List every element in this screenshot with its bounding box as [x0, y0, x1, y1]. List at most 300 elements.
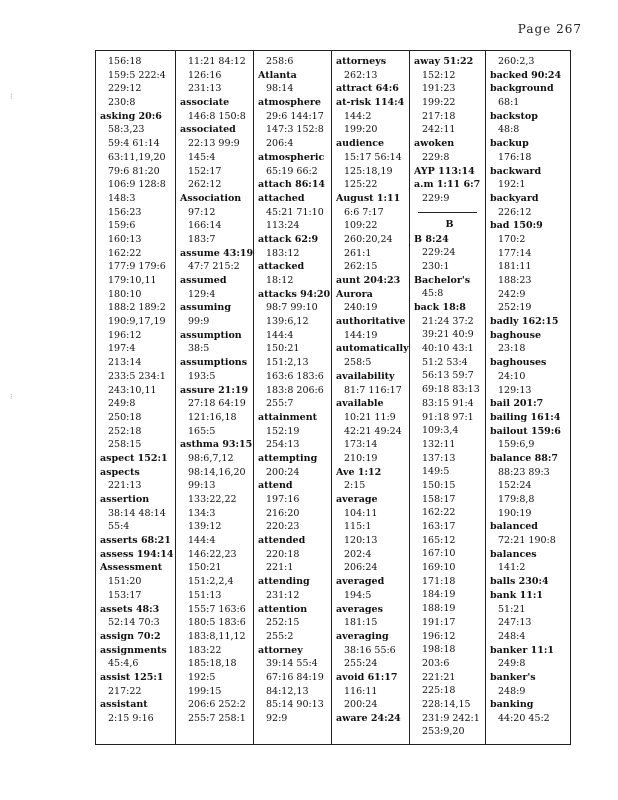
index-entry-refs: 188:23 — [498, 275, 532, 286]
index-entry-term: assess 194:14 — [100, 548, 174, 560]
index-entry-refs: 163:6 183:6 — [266, 370, 324, 382]
index-entry-refs: 250:18 — [108, 411, 142, 423]
index-entry-term: backward — [490, 165, 542, 177]
index-entry-refs: 242:11 — [422, 124, 456, 136]
index-entry-refs: 226:12 — [498, 206, 532, 218]
index-entry-term: Association — [180, 192, 242, 204]
index-entry-term: associate — [180, 97, 230, 109]
index-entry-refs: 248:9 — [498, 685, 526, 697]
index-entry-refs: 125:18,19 — [344, 165, 393, 177]
index-entry-term: attach 86:14 — [258, 179, 326, 191]
index-entry-refs: 199:22 — [422, 97, 456, 109]
index-entry-refs: 242:9 — [498, 288, 526, 300]
index-entry-refs: 160:13 — [108, 233, 142, 245]
index-entry-refs: 255:7 258:1 — [188, 713, 246, 724]
index-entry-refs: 39:14 55:4 — [266, 658, 318, 670]
index-entry-refs: 231:9 242:1 — [422, 712, 480, 724]
index-entry-term: attend — [258, 480, 293, 492]
index-entry-refs: 181:11 — [498, 261, 532, 273]
index-entry-refs: 165:12 — [422, 534, 456, 546]
index-entry-term: automatically — [336, 343, 409, 355]
index-entry-refs: 146:22,23 — [188, 548, 237, 560]
index-entry-refs: 149:5 — [422, 466, 450, 478]
index-entry-refs: 230:1 — [422, 260, 450, 272]
index-entry-term: attended — [258, 535, 306, 547]
index-entry-refs: 150:21 — [266, 343, 300, 355]
index-entry-term: backyard — [490, 192, 539, 204]
index-entry-refs: 190:19 — [498, 507, 532, 519]
index-entry-refs: 180:5 183:6 — [188, 617, 246, 629]
index-entry-refs: 229:12 — [108, 83, 142, 95]
index-entry-refs: 98:6,7,12 — [188, 452, 234, 464]
index-entry-term: aware 24:24 — [336, 713, 401, 724]
index-entry-refs: 125:22 — [344, 179, 378, 191]
index-entry-term: attention — [258, 603, 308, 615]
index-entry-term: assuming — [180, 302, 231, 314]
index-entry-refs: 40:10 43:1 — [422, 343, 474, 355]
index-entry-refs: 181:15 — [344, 617, 378, 629]
index-entry-refs: 197:16 — [266, 494, 300, 505]
index-entry-refs: 92:9 — [266, 713, 288, 724]
index-column-5 — [410, 51, 486, 744]
index-entry-refs: 220:18 — [266, 548, 300, 560]
index-entry-refs: 151:2,2,4 — [188, 576, 234, 588]
index-entry-term: a.m 1:11 6:7 — [414, 179, 481, 191]
index-entry-term: attack 62:9 — [258, 233, 319, 245]
index-entry-refs: 213:14 — [108, 357, 142, 369]
index-entry-refs: 261:1 — [344, 247, 372, 259]
index-entry-refs: 83:15 91:4 — [422, 397, 474, 409]
index-entry-refs: 6:6 7:17 — [344, 206, 384, 218]
index-entry-refs: 171:18 — [422, 575, 456, 587]
index-entry-refs: 21:24 37:2 — [422, 315, 474, 327]
index-entry-refs: 27:18 64:19 — [188, 398, 246, 410]
index-entry-refs: 198:18 — [422, 644, 456, 656]
index-entry-refs: 145:4 — [188, 151, 216, 163]
index-entry-refs: 144:4 — [188, 535, 216, 547]
index-entry-refs: 260:2,3 — [498, 56, 535, 67]
index-entry-refs: 159:5 222:4 — [108, 69, 166, 81]
index-entry-refs: 144:4 — [266, 329, 294, 341]
index-entry-term: Aurora — [336, 288, 373, 300]
index-entry-refs: 217:18 — [422, 110, 456, 122]
index-entry-refs: 194:5 — [344, 589, 372, 601]
index-entry-refs: 258:5 — [344, 357, 372, 369]
index-entry-refs: 121:16,18 — [188, 411, 237, 423]
index-entry-refs: 200:24 — [266, 466, 300, 478]
index-entry-refs: 133:22,22 — [188, 494, 237, 505]
index-entry-refs: 84:12,13 — [266, 685, 309, 697]
index-entry-term: attached — [258, 192, 305, 204]
letter-section-header — [414, 206, 485, 233]
index-entry-refs: 165:5 — [188, 425, 216, 437]
index-entry-term: Bachelor's — [414, 274, 471, 286]
index-entry-term: balanced — [490, 521, 538, 533]
index-entry-term: bailing 161:4 — [490, 411, 561, 423]
index-entry-refs: 51:21 — [498, 603, 526, 615]
index-entry-refs: 18:12 — [266, 275, 294, 286]
index-entry-term: bail 201:7 — [490, 398, 544, 410]
index-entry-refs: 159:6,9 — [498, 439, 535, 451]
index-entry-refs: 10:21 11:9 — [344, 411, 396, 423]
index-entry-refs: 158:17 — [422, 493, 456, 505]
index-entry-refs: 155:7 163:6 — [188, 603, 246, 615]
index-entry-term: at-risk 114:4 — [336, 97, 405, 109]
index-entry-refs: 58:3,23 — [108, 124, 145, 136]
index-entry-refs: 185:18,18 — [188, 658, 237, 670]
index-entry-refs: 188:19 — [422, 603, 456, 615]
index-entry-refs: 150:15 — [422, 479, 456, 491]
index-entry-refs: 88:23 89:3 — [498, 466, 550, 478]
index-entry-refs: 249:8 — [498, 658, 526, 670]
index-entry-refs: 146:8 150:8 — [188, 110, 246, 122]
index-entry-refs: 179:8,8 — [498, 494, 535, 505]
index-entry-refs: 258:6 — [266, 56, 294, 67]
index-entry-term: available — [336, 398, 384, 410]
index-entry-term: assumptions — [180, 357, 248, 369]
index-entry-refs: 225:18 — [422, 685, 456, 697]
index-column-2 — [176, 51, 254, 744]
index-entry-refs: 167:10 — [422, 548, 456, 560]
index-entry-refs: 63:11,19,20 — [108, 151, 166, 163]
index-entry-refs: 147:3 152:8 — [266, 124, 324, 136]
index-entry-refs: 151:20 — [108, 576, 142, 588]
index-entry-term: attacks 94:20 — [258, 288, 331, 300]
index-entry-refs: 2:15 — [344, 480, 366, 492]
index-entry-refs: 56:13 59:7 — [422, 370, 474, 382]
index-entry-refs: 240:19 — [344, 302, 378, 314]
index-entry-term: balls 230:4 — [490, 576, 549, 588]
index-entry-refs: 262:13 — [344, 69, 378, 81]
index-entry-term: averaged — [336, 576, 385, 588]
index-entry-term: August 1:11 — [336, 192, 401, 204]
index-entry-term: aspect 152:1 — [100, 452, 168, 464]
index-entry-refs: 231:12 — [266, 589, 300, 601]
section-letter: B — [445, 218, 454, 230]
index-entry-term: attending — [258, 576, 310, 588]
index-entry-refs: 38:16 55:6 — [344, 644, 396, 656]
index-entry-refs: 249:8 — [108, 398, 136, 410]
index-entry-refs: 55:4 — [108, 521, 130, 533]
index-entry-refs: 163:17 — [422, 521, 456, 532]
index-entry-refs: 255:7 — [266, 398, 294, 410]
index-entry-term: attainment — [258, 411, 317, 423]
index-entry-refs: 126:16 — [188, 69, 222, 81]
index-entry-refs: 144:2 — [344, 110, 372, 122]
index-entry-refs: 137:13 — [422, 452, 456, 464]
index-entry-refs: 45:4,6 — [108, 658, 139, 670]
index-entry-refs: 192:1 — [498, 179, 526, 191]
index-entry-term: attorneys — [336, 56, 387, 67]
index-entry-term: back 18:8 — [414, 302, 466, 313]
index-entry-term: backed 90:24 — [490, 69, 562, 81]
index-entry-refs: 91:18 97:1 — [422, 411, 474, 423]
index-entry-term: assertion — [100, 494, 150, 505]
index-entry-refs: 221:21 — [422, 671, 456, 683]
index-entry-refs: 191:23 — [422, 83, 456, 95]
index-entry-term: attract 64:6 — [336, 83, 399, 95]
index-entry-term: away 51:22 — [414, 56, 474, 67]
index-entry-refs: 45:8 — [422, 288, 444, 300]
index-entry-refs: 44:20 45:2 — [498, 713, 550, 724]
index-entry-refs: 192:5 — [188, 671, 216, 683]
index-entry-term: averaging — [336, 630, 389, 642]
index-entry-term: atmospheric — [258, 151, 325, 163]
index-entry-refs: 68:1 — [498, 97, 520, 109]
index-entry-refs: 152:19 — [266, 425, 300, 437]
index-entry-refs: 98:14 — [266, 83, 294, 95]
index-entry-refs: 98:14,16,20 — [188, 466, 246, 478]
index-entry-refs: 255:24 — [344, 658, 378, 670]
index-entry-term: attacked — [258, 261, 305, 273]
index-entry-refs: 202:4 — [344, 548, 372, 560]
index-entry-refs: 206:6 252:2 — [188, 699, 246, 711]
index-entry-refs: 11:21 84:12 — [188, 56, 246, 67]
index-entry-refs: 231:13 — [188, 83, 222, 95]
index-entry-refs: 162:22 — [422, 507, 456, 519]
index-entry-refs: 230:8 — [108, 97, 136, 109]
index-entry-refs: 150:21 — [188, 562, 222, 574]
index-entry-refs: 183:12 — [266, 247, 300, 259]
index-column-1 — [96, 51, 176, 744]
index-entry-refs: 151:2,13 — [266, 357, 309, 369]
index-entry-refs: 254:13 — [266, 439, 300, 451]
index-entry-refs: 22:13 99:9 — [188, 138, 240, 150]
index-entry-refs: 152:12 — [422, 69, 456, 81]
index-entry-term: balances — [490, 548, 537, 560]
index-entry-refs: 176:18 — [498, 151, 532, 163]
index-entry-refs: 252:15 — [266, 617, 300, 629]
index-entry-refs: 216:20 — [266, 507, 300, 519]
index-entry-refs: 109:3,4 — [422, 425, 459, 437]
index-entry-term: Ave 1:12 — [336, 466, 382, 478]
index-entry-refs: 229:24 — [422, 247, 456, 259]
index-entry-term: baghouses — [490, 357, 547, 369]
index-entry-term: banking — [490, 699, 534, 711]
index-entry-refs: 221:1 — [266, 562, 294, 574]
index-entry-term: background — [490, 83, 554, 95]
index-entry-refs: 177:14 — [498, 247, 532, 259]
index-entry-refs: 38:5 — [188, 343, 210, 355]
index-entry-refs: 196:12 — [108, 329, 142, 341]
index-entry-refs: 255:2 — [266, 630, 294, 642]
index-entry-refs: 42:21 49:24 — [344, 425, 402, 437]
index-entry-refs: 29:6 144:17 — [266, 110, 324, 122]
index-entry-refs: 52:14 70:3 — [108, 617, 160, 629]
index-entry-refs: 180:10 — [108, 288, 142, 300]
index-entry-refs: 166:14 — [188, 220, 222, 232]
index-entry-refs: 72:21 190:8 — [498, 535, 556, 547]
index-entry-refs: 139:12 — [188, 521, 222, 533]
index-entry-refs: 203:6 — [422, 657, 450, 669]
index-entry-refs: 162:22 — [108, 247, 142, 259]
index-entry-refs: 45:21 71:10 — [266, 206, 324, 218]
index-entry-refs: 69:18 83:13 — [422, 384, 480, 396]
index-entry-refs: 177:9 179:6 — [108, 261, 166, 273]
index-entry-refs: 38:14 48:14 — [108, 507, 166, 519]
index-entry-refs: 260:20,24 — [344, 233, 393, 245]
index-entry-term: backstop — [490, 110, 538, 122]
index-entry-refs: 253:9,20 — [422, 726, 465, 738]
index-entry-refs: 23:18 — [498, 343, 526, 355]
index-entry-term: average — [336, 494, 378, 505]
index-entry-refs: 134:3 — [188, 507, 216, 519]
index-entry-refs: 115:1 — [344, 521, 372, 533]
index-entry-refs: 199:15 — [188, 685, 222, 697]
index-entry-refs: 199:20 — [344, 124, 378, 136]
index-entry-refs: 148:3 — [108, 192, 136, 204]
index-entry-term: banker 11:1 — [490, 644, 554, 656]
index-entry-refs: 248:4 — [498, 630, 526, 642]
index-entry-term: averages — [336, 603, 383, 615]
index-entry-term: atmosphere — [258, 97, 321, 109]
index-entry-refs: 51:2 53:4 — [422, 356, 468, 368]
index-entry-refs: 99:13 — [188, 480, 216, 492]
index-entry-term: attorney — [258, 644, 303, 656]
index-entry-term: assignments — [100, 644, 167, 656]
index-entry-refs: 152:17 — [188, 165, 222, 177]
index-entry-refs: 191:17 — [422, 616, 456, 628]
index-entry-refs: 109:22 — [344, 220, 378, 232]
index-entry-refs: 197:4 — [108, 343, 136, 355]
index-entry-refs: 196:12 — [422, 630, 456, 642]
index-entry-term: assets 48:3 — [100, 603, 160, 615]
index-entry-refs: 113:24 — [266, 220, 300, 232]
index-entry-refs: 206:4 — [266, 138, 294, 150]
index-entry-refs: 129:4 — [188, 288, 216, 300]
index-entry-term: asserts 68:21 — [100, 535, 171, 547]
index-entry-refs: 116:11 — [344, 685, 378, 697]
index-entry-term: assistant — [100, 699, 148, 711]
index-entry-term: baghouse — [490, 329, 541, 341]
index-column-6 — [486, 51, 572, 744]
index-entry-term: assist 125:1 — [100, 671, 164, 683]
index-entry-refs: 139:6,12 — [266, 316, 309, 328]
index-entry-term: Assessment — [100, 562, 163, 574]
index-entry-refs: 48:8 — [498, 124, 520, 136]
index-entry-refs: 99:9 — [188, 316, 210, 328]
index-entry-term: balance 88:7 — [490, 452, 558, 464]
index-entry-term: avoid 61:17 — [336, 671, 398, 683]
index-entry-refs: 200:24 — [344, 699, 378, 711]
index-column-3 — [254, 51, 332, 744]
index-entry-refs: 217:22 — [108, 685, 142, 697]
index-entry-refs: 67:16 84:19 — [266, 671, 324, 683]
index-entry-refs: 183:8 206:6 — [266, 384, 324, 396]
index-entry-refs: 258:15 — [108, 439, 142, 451]
index-entry-refs: 183:8,11,12 — [188, 630, 246, 642]
index-entry-refs: 262:12 — [188, 179, 222, 191]
index-entry-refs: 190:9,17,19 — [108, 316, 166, 328]
index-entry-refs: 221:13 — [108, 480, 142, 492]
index-entry-refs: 183:7 — [188, 233, 216, 245]
index-entry-refs: 104:11 — [344, 507, 378, 519]
index-entry-refs: 247:13 — [498, 617, 532, 629]
index-entry-term: banker's — [490, 671, 536, 683]
index-entry-refs: 210:19 — [344, 452, 378, 464]
index-entry-refs: 156:18 — [108, 56, 142, 67]
index-entry-term: badly 162:15 — [490, 316, 559, 328]
index-entry-refs: 120:13 — [344, 535, 378, 547]
index-entry-term: bank 11:1 — [490, 589, 543, 601]
index-entry-refs: 179:10,11 — [108, 275, 157, 286]
index-entry-refs: 98:7 99:10 — [266, 302, 318, 314]
index-entry-term: availability — [336, 370, 395, 382]
index-entry-refs: 220:23 — [266, 521, 300, 533]
index-entry-refs: 193:5 — [188, 370, 216, 382]
page-number: Page 267 — [517, 22, 582, 36]
index-entry-term: assure 21:19 — [180, 384, 249, 396]
index-entry-refs: 106:9 128:8 — [108, 179, 166, 191]
index-entry-term: associated — [180, 124, 236, 136]
index-entry-refs: 39:21 40:9 — [422, 329, 474, 341]
index-entry-refs: 233:5 234:1 — [108, 370, 166, 382]
index-entry-refs: 24:10 — [498, 370, 526, 382]
index-entry-refs: 262:15 — [344, 261, 378, 273]
index-entry-term: bailout 159:6 — [490, 425, 561, 437]
index-entry-term: backup — [490, 138, 529, 150]
index-entry-refs: 183:22 — [188, 644, 222, 656]
index-entry-term: aspects — [100, 466, 140, 478]
section-rule — [418, 212, 477, 213]
index-entry-term: assumed — [180, 275, 227, 286]
index-entry-refs: 65:19 66:2 — [266, 165, 318, 177]
index-entry-refs: 47:7 215:2 — [188, 261, 240, 273]
index-entry-term: authoritative — [336, 316, 406, 328]
index-entry-refs: 229:9 — [422, 192, 450, 204]
index-table — [95, 50, 571, 745]
index-entry-refs: 152:24 — [498, 480, 532, 492]
index-entry-refs: 129:13 — [498, 384, 532, 396]
index-entry-refs: 173:14 — [344, 439, 378, 451]
index-entry-refs: 228:14,15 — [422, 698, 471, 710]
index-entry-refs: 153:17 — [108, 589, 142, 601]
index-entry-refs: 144:19 — [344, 329, 378, 341]
index-entry-term: bad 150:9 — [490, 220, 543, 232]
index-entry-refs: 132:11 — [422, 438, 456, 450]
index-entry-term: B 8:24 — [414, 233, 449, 245]
index-entry-refs: 169:10 — [422, 562, 456, 574]
index-entry-term: audience — [336, 138, 385, 150]
index-entry-term: assumption — [180, 329, 242, 341]
index-entry-refs: 85:14 90:13 — [266, 699, 324, 711]
index-entry-refs: 243:10,11 — [108, 384, 157, 396]
index-entry-refs: 15:17 56:14 — [344, 151, 402, 163]
index-entry-refs: 229:8 — [422, 151, 450, 163]
index-entry-term: Atlanta — [258, 69, 297, 81]
index-entry-term: asking 20:6 — [100, 110, 162, 122]
index-entry-refs: 2:15 9:16 — [108, 713, 154, 724]
index-entry-term: AYP 113:14 — [414, 165, 475, 177]
index-entry-refs: 206:24 — [344, 562, 378, 574]
index-entry-term: attempting — [258, 452, 318, 464]
index-column-4 — [332, 51, 410, 744]
index-entry-refs: 79:6 81:20 — [108, 165, 160, 177]
index-entry-refs: 252:18 — [108, 425, 142, 437]
index-entry-refs: 59:4 61:14 — [108, 138, 160, 150]
index-entry-refs: 188:2 189:2 — [108, 302, 166, 314]
index-entry-term: assign 70:2 — [100, 630, 161, 642]
scan-mark-1: ⁝ — [10, 92, 13, 101]
index-entry-refs: 170:2 — [498, 233, 526, 245]
index-entry-refs: 97:12 — [188, 206, 216, 218]
index-entry-term: asthma 93:15 — [180, 439, 253, 451]
index-entry-term: aunt 204:23 — [336, 275, 401, 286]
index-entry-refs: 159:6 — [108, 220, 136, 232]
index-entry-refs: 184:19 — [422, 589, 456, 601]
index-entry-refs: 156:23 — [108, 206, 142, 218]
index-entry-term: awoken — [414, 138, 455, 150]
